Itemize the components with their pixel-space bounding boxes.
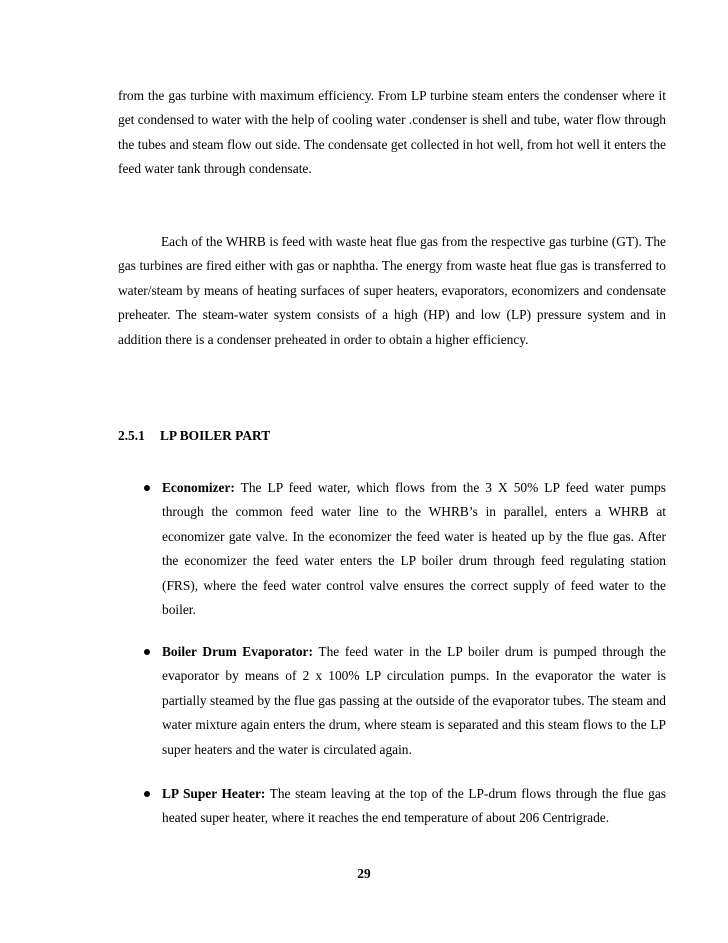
paragraph-condenser: from the gas turbine with maximum efficiency. From LP turbine steam enters the condenser where it get condensed to water with the help of cooling water .condenser is shell and tube, water flow through the tubes and steam flow out side. The condensate get collected in hot well, from hot well it enters the feed water tank through condensate. xyxy=(118,88,666,177)
list-item-lp-super-heater xyxy=(118,782,666,831)
bullet-icon xyxy=(144,791,150,797)
list-item-text xyxy=(162,782,666,831)
list-item-body: The steam leaving at the top of the LP-drum flows through the flue gas heated super heater, where it reaches the end temperature of about 206 Centrigrade. xyxy=(162,786,666,826)
section-number: 2.5.1 xyxy=(118,428,145,443)
page-number: 29 xyxy=(357,866,371,881)
list-item-term: LP Super Heater: xyxy=(162,786,266,801)
paragraph-whrb: Each of the WHRB is feed with waste heat flue gas from the respective gas turbine (GT). The gas turbines are fired either with gas or naphtha. The energy from waste heat flue gas is transferred to water/steam by means of heating surfaces of super heaters, evaporators, economizers and condensate preheater. The steam-water system consists of a high (HP) and low (LP) pressure system and in addition there is a condenser preheated in order to obtain a higher efficiency. xyxy=(118,234,666,347)
list-item-term: Economizer: xyxy=(162,480,235,495)
list-item-text xyxy=(162,640,666,762)
bullet-icon xyxy=(144,485,150,491)
list-item-body: The feed water in the LP boiler drum is pumped through the evaporator by means of 2 x 100% LP circulation pumps. In the evaporator the water is partially steamed by the flue gas passing at the outside of the evaporator tubes. The steam and water mixture again enters the drum, where steam is separated and this steam flows to the LP super heaters and the water is circulated again. xyxy=(162,644,666,757)
list-item-body: The LP feed water, which flows from the 3 X 50% LP feed water pumps through the common feed water line to the WHRB’s in parallel, enters a WHRB at economizer gate valve. In the economizer the feed water is heated up by the flue gas. After the economizer the feed water enters the LP boiler drum through feed regulating station (FRS), where the feed water control valve ensures the correct supply of feed water to the boiler. xyxy=(162,480,666,618)
bullet-icon xyxy=(144,649,150,655)
list-item-boiler-drum-evaporator xyxy=(118,640,666,762)
list-item-economizer xyxy=(118,476,666,622)
section-heading xyxy=(118,428,270,444)
list-item-text xyxy=(162,476,666,622)
section-title: LP BOILER PART xyxy=(160,428,271,443)
list-item-term: Boiler Drum Evaporator: xyxy=(162,644,313,659)
